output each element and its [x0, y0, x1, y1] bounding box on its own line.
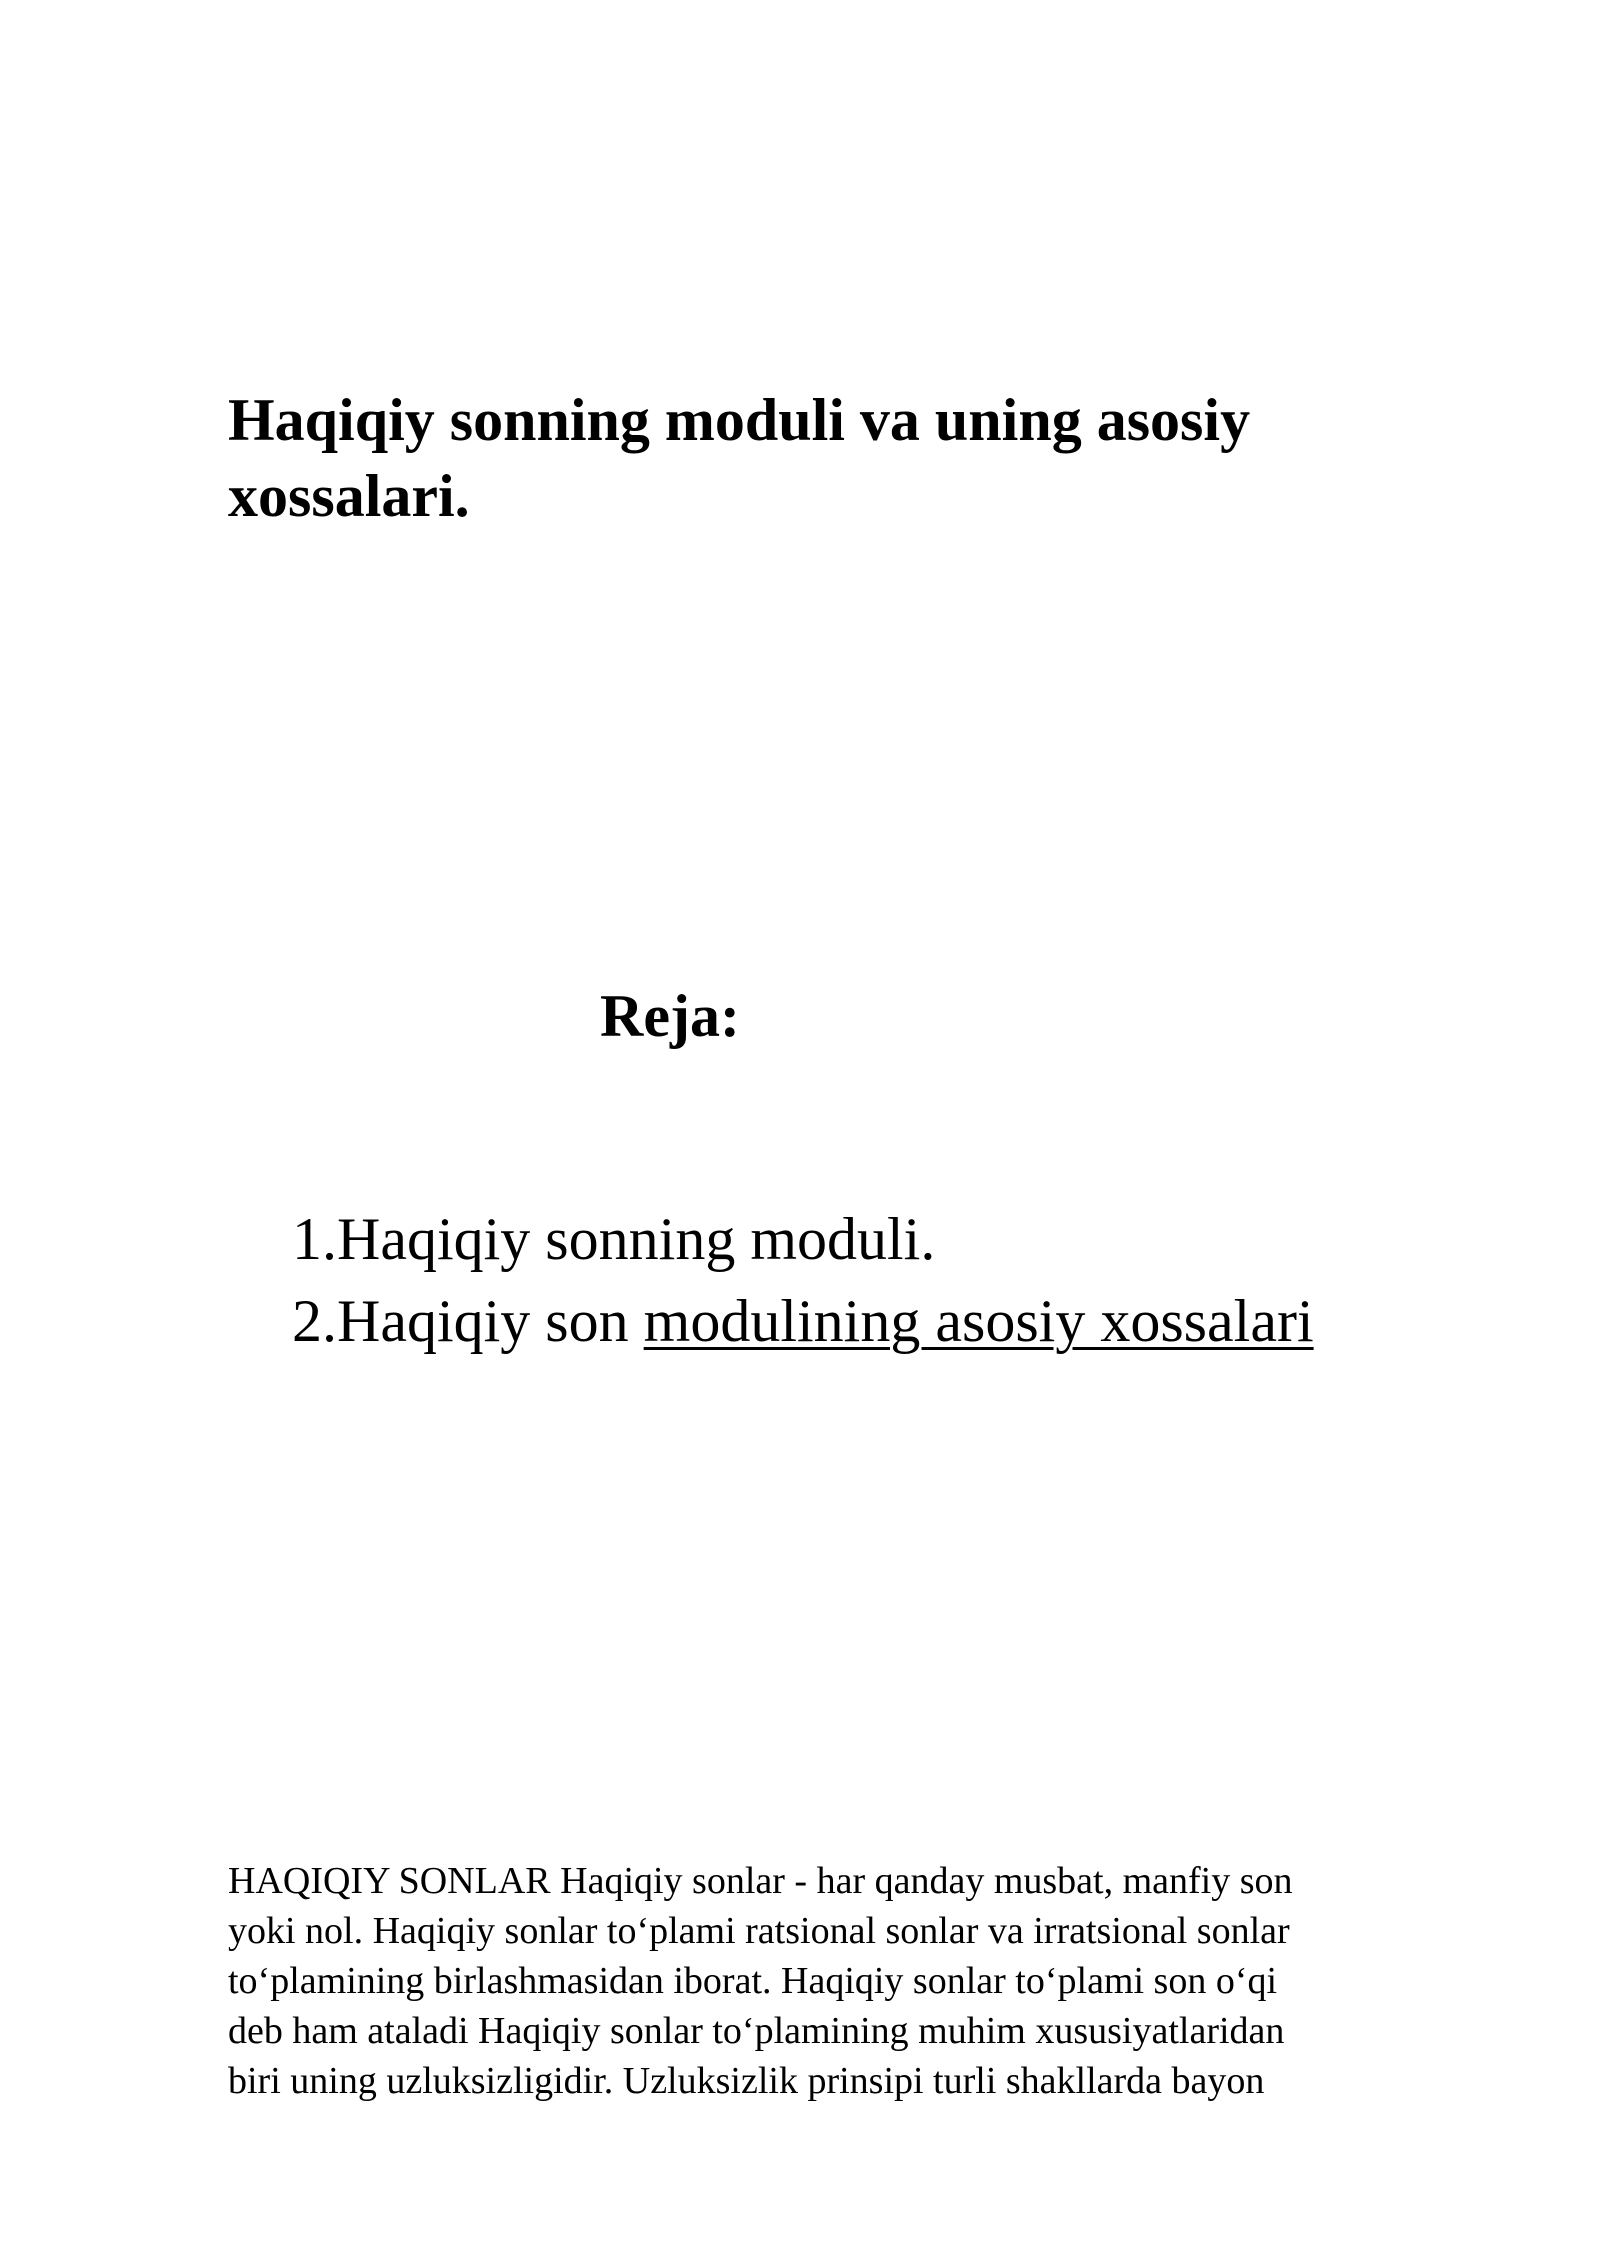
body-line: deb ham ataladi Haqiqiy sonlar to‘plamining muhim xususiyatlaridan [228, 2010, 1285, 2052]
plan-heading: Reja: [600, 983, 740, 1049]
body-line: to‘plamining birlashmasidan iborat. Haqiqiy sonlar to‘plami son o‘qi [228, 1960, 1278, 2002]
body-line: biri uning uzluksizligidir. Uzluksizlik prinsipi turli shakllarda bayon [228, 2060, 1265, 2102]
plan-item-number: 2. [292, 1288, 337, 1354]
body-line: yoki nol. Haqiqiy sonlar to‘plami ratsional sonlar va irratsional sonlar [228, 1910, 1290, 1952]
document-title [228, 382, 1428, 534]
body-line: HAQIQIY SONLAR Haqiqiy sonlar - har qanday musbat, manfiy son [228, 1860, 1293, 1902]
plan-item-1 [292, 1198, 1492, 1280]
body-paragraph [228, 1856, 1458, 2106]
plan-item-underlined-text: modulining asosiy xossalari [643, 1288, 1314, 1354]
plan-item-text: Haqiqiy sonning moduli. [337, 1206, 936, 1272]
title-line-2: xossalari. [228, 463, 470, 529]
plan-list [292, 1198, 1492, 1362]
plan-item-number: 1. [292, 1206, 337, 1272]
title-line-1: Haqiqiy sonning moduli va uning asosiy [228, 387, 1251, 453]
plan-item-2 [292, 1280, 1492, 1362]
plan-item-text: Haqiqiy son [337, 1288, 644, 1354]
